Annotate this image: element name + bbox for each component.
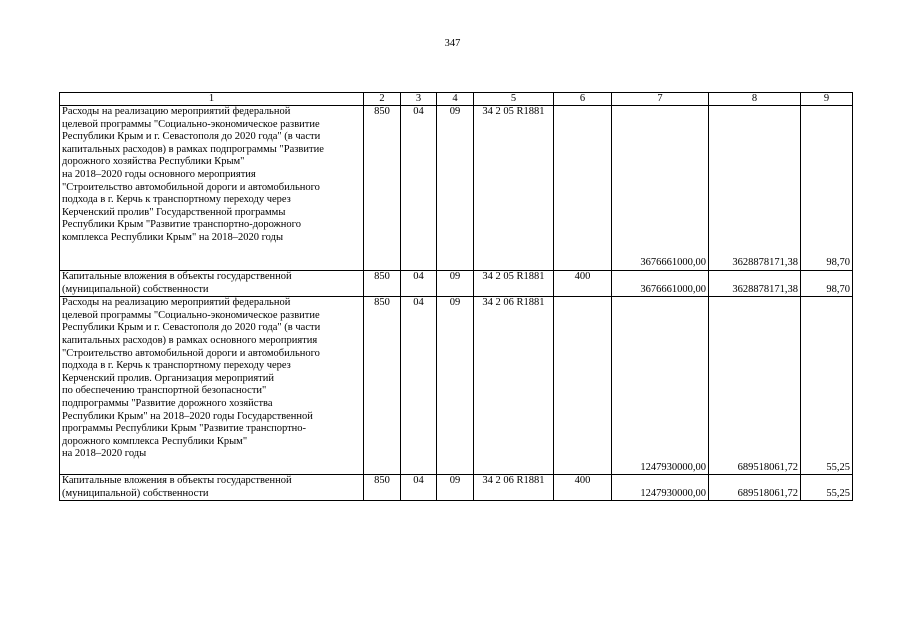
table-header-row	[60, 93, 853, 106]
table-cell: 850	[364, 297, 401, 475]
table-cell-amount: 1247930000,00	[612, 475, 709, 501]
table-cell: 850	[364, 475, 401, 501]
column-header: 2	[364, 93, 401, 106]
table-cell-amount: 3628878171,38	[709, 271, 801, 297]
column-header: 8	[709, 93, 801, 106]
table-row	[60, 106, 853, 271]
table-cell: 04	[401, 475, 437, 501]
column-header: 7	[612, 93, 709, 106]
table-cell-amount: 1247930000,00	[612, 297, 709, 475]
column-header: 3	[401, 93, 437, 106]
table-cell-percent: 98,70	[801, 271, 853, 297]
table-row	[60, 297, 853, 475]
table-cell-percent: 55,25	[801, 297, 853, 475]
column-header: 6	[554, 93, 612, 106]
table-cell: 34 2 06 R1881	[474, 475, 554, 501]
column-header: 5	[474, 93, 554, 106]
table-row	[60, 271, 853, 297]
table-cell: 09	[437, 106, 474, 271]
table-cell: 400	[554, 271, 612, 297]
row-name: Расходы на реализацию мероприятий федеральной целевой программы "Социально-экономическое развитие Республики Крым и г. Севастополя до 2020 года" (в части капитальных расходов) в рамках основного мероприятия "Строительство автомобильной дороги и автомобильного подхода в г. Керчь к транспортному переходу через Керченский пролив. Организация мероприятий по обеспечению транспортной безопасности" подпрограммы "Развитие дорожного хозяйства Республики Крым" на 2018–2020 годы Государственной программы Республики Крым "Развитие транспортно- дорожного комплекса Республики Крым" на 2018–2020 годы	[60, 297, 364, 475]
table-cell: 09	[437, 475, 474, 501]
table-cell: 09	[437, 297, 474, 475]
table-cell: 09	[437, 271, 474, 297]
table-cell-amount: 3676661000,00	[612, 271, 709, 297]
table-row	[60, 475, 853, 501]
table-cell: 850	[364, 271, 401, 297]
table-cell: 04	[401, 271, 437, 297]
table-cell: 400	[554, 475, 612, 501]
table-cell: 04	[401, 106, 437, 271]
table-cell-percent: 98,70	[801, 106, 853, 271]
column-header: 1	[60, 93, 364, 106]
table-cell-amount: 3676661000,00	[612, 106, 709, 271]
table-cell: 34 2 05 R1881	[474, 271, 554, 297]
table-cell-amount: 689518061,72	[709, 475, 801, 501]
table-cell	[554, 297, 612, 475]
column-header: 9	[801, 93, 853, 106]
page-number: 347	[444, 38, 461, 49]
table-cell-amount: 689518061,72	[709, 297, 801, 475]
table-cell-percent: 55,25	[801, 475, 853, 501]
table-cell-amount: 3628878171,38	[709, 106, 801, 271]
table-cell: 850	[364, 106, 401, 271]
table-cell: 34 2 06 R1881	[474, 297, 554, 475]
table-cell: 04	[401, 297, 437, 475]
row-name: Расходы на реализацию мероприятий федеральной целевой программы "Социально-экономическое развитие Республики Крым и г. Севастополя до 2020 года" (в части капитальных расходов) в рамках подпрограммы "Развитие дорожного хозяйства Республики Крым" на 2018–2020 годы основного мероприятия "Строительство автомобильной дороги и автомобильного подхода в г. Керчь к транспортному переходу через Керченский пролив" Государственной программы Республики Крым "Развитие транспортно-дорожного комплекса Республики Крым" на 2018–2020 годы	[60, 106, 364, 271]
table-cell	[554, 106, 612, 271]
table-cell: 34 2 05 R1881	[474, 106, 554, 271]
row-name: Капитальные вложения в объекты государственной (муниципальной) собственности	[60, 271, 364, 297]
budget-table	[59, 92, 853, 501]
row-name: Капитальные вложения в объекты государственной (муниципальной) собственности	[60, 475, 364, 501]
column-header: 4	[437, 93, 474, 106]
